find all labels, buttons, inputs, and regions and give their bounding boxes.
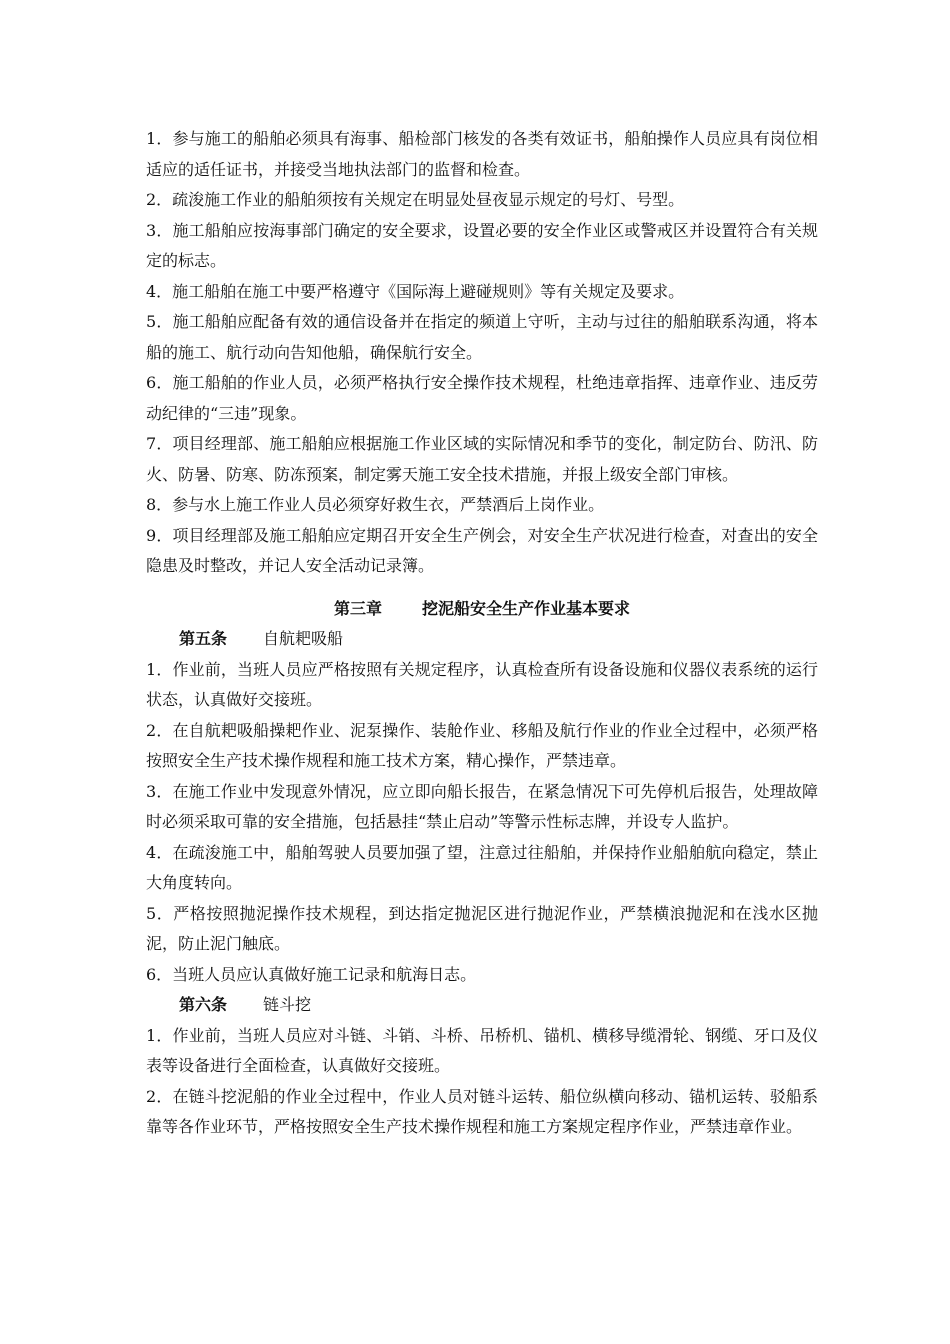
- article-5-heading: [146, 624, 818, 655]
- article-5-item-5: 5．严格按照抛泥操作技术规程，到达指定抛泥区进行抛泥作业，严禁横浪抛泥和在浅水区抛泥，防止泥门触底。: [146, 903, 818, 953]
- article-5-item-6: 6．当班人员应认真做好施工记录和航海日志。: [146, 964, 477, 984]
- chapter-number: 第三章: [333, 598, 382, 618]
- document-body: [146, 124, 818, 1143]
- article-6-number: 第六条: [179, 995, 228, 1014]
- paragraph-top-9: 9．项目经理部及施工船舶应定期召开安全生产例会，对安全生产状况进行检查，对查出的安全隐患及时整改，并记人安全活动记录簿。: [146, 525, 818, 575]
- article-6-title: 链斗挖: [263, 995, 312, 1014]
- article-6-item-2: 2．在链斗挖泥船的作业全过程中，作业人员对链斗运转、船位纵横向移动、锚机运转、驳船系靠等各作业环节，严格按照安全生产技术操作规程和施工方案规定程序作业，严禁违章作业。: [146, 1086, 818, 1136]
- paragraph-top-6: 6．施工船舶的作业人员，必须严格执行安全操作技术规程，杜绝违章指挥、违章作业、违反劳动纪律的“三违”现象。: [146, 373, 818, 423]
- paragraph-top-2: 2．疏浚施工作业的船舶须按有关规定在明显处昼夜显示规定的号灯、号型。: [146, 190, 685, 209]
- article-5-item-3: 3．在施工作业中发现意外情况，应立即向船长报告，在紧急情况下可先停机后报告，处理故障时必须采取可靠的安全措施，包括悬挂“禁止启动”等警示性标志牌，并设专人监护。: [146, 781, 818, 831]
- chapter-heading: [146, 594, 818, 625]
- article-5-item-2: 2．在自航耙吸船操耙作业、泥泵操作、装舱作业、移船及航行作业的作业全过程中，必须严格按照安全生产技术操作规程和施工技术方案，精心操作，严禁违章。: [146, 720, 818, 770]
- paragraph-top-3: 3．施工船舶应按海事部门确定的安全要求，设置必要的安全作业区或警戒区并设置符合有关规定的标志。: [146, 220, 818, 270]
- paragraph-top-8: 8．参与水上施工作业人员必须穿好救生衣，严禁酒后上岗作业。: [146, 495, 605, 514]
- paragraph-top-1: 1．参与施工的船舶必须具有海事、船检部门核发的各类有效证书，船舶操作人员应具有岗位相适应的适任证书，并接受当地执法部门的监督和检查。: [146, 129, 818, 179]
- article-5-item-4: 4．在疏浚施工中，船舶驾驶人员要加强了望，注意过往船舶，并保持作业船舶航向稳定，禁止大角度转向。: [146, 842, 818, 892]
- paragraph-top-7: 7．项目经理部、施工船舶应根据施工作业区域的实际情况和季节的变化，制定防台、防汛、防火、防暑、防寒、防冻预案，制定雾天施工安全技术措施，并报上级安全部门审核。: [146, 434, 818, 484]
- article-6-heading: [146, 990, 818, 1021]
- chapter-title: 挖泥船安全生产作业基本要求: [422, 598, 631, 618]
- article-6-item-1: 1．作业前，当班人员应对斗链、斗销、斗桥、吊桥机、锚机、横移导缆滑轮、钢缆、牙口及仪表等设备进行全面检查，认真做好交接班。: [146, 1025, 818, 1075]
- article-5-title: 自航耙吸船: [263, 629, 344, 648]
- article-5-item-1: 1．作业前，当班人员应严格按照有关规定程序，认真检查所有设备设施和仪器仪表系统的运行状态，认真做好交接班。: [146, 659, 818, 709]
- paragraph-top-5: 5．施工船舶应配备有效的通信设备并在指定的频道上守听，主动与过往的船舶联系沟通，将本船的施工、航行动向告知他船，确保航行安全。: [146, 312, 818, 362]
- article-5-number: 第五条: [179, 629, 228, 648]
- paragraph-top-4: 4．施工船舶在施工中要严格遵守《国际海上避碰规则》等有关规定及要求。: [146, 281, 685, 301]
